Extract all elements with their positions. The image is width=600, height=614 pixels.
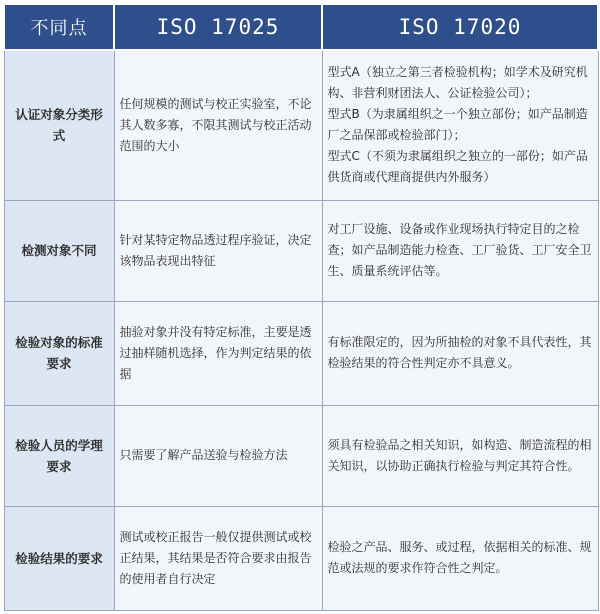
row-label-standard-requirement: 检验对象的标准要求 (4, 301, 114, 405)
iso17020-result-requirement: 检验之产品、服务、或过程，依据相关的标准、规范或法规的要求作符合性之判定。 (322, 506, 598, 610)
iso17025-certification-type: 任何规模的测试与校正实验室，不论其人数多寡，不限其测试与校正活动范围的大小 (114, 50, 322, 200)
table-row (4, 200, 598, 301)
type-a-text: 型式A（独立之第三者检验机构；如学术及研究机构、非营利财团法人、公证检验公司）； (327, 65, 588, 101)
table-row (4, 50, 598, 200)
iso17025-detection-object: 针对某特定物品透过程序验证，决定该物品表现出特征 (114, 200, 322, 301)
comparison-table (3, 3, 599, 611)
header-row (4, 4, 598, 50)
iso17025-result-requirement: 测试或校正报告一般仅提供测试或校正结果，其结果是否符合要求由报告的使用者自行决定 (114, 506, 322, 610)
row-label-detection-object: 检测对象不同 (4, 200, 114, 301)
type-b-text: 型式B（为隶属组织之一个独立部份；如产品制造厂之品保部或检验部门）； (327, 107, 588, 143)
iso17020-standard-requirement: 有标准限定的，因为所抽检的对象不具代表性，其检验结果的符合性判定亦不具意义。 (322, 301, 598, 405)
iso17020-certification-type (322, 50, 598, 200)
table-row (4, 506, 598, 610)
header-difference: 不同点 (4, 4, 114, 50)
header-iso-17020: ISO 17020 (322, 4, 598, 50)
type-c-text: 型式C（不须为隶属组织之独立的一部份；如产品供货商或代理商提供内外服务） (327, 149, 588, 185)
iso17025-personnel-requirement: 只需要了解产品送验与检验方法 (114, 405, 322, 506)
table-row (4, 405, 598, 506)
row-label-result-requirement: 检验结果的要求 (4, 506, 114, 610)
table-row (4, 301, 598, 405)
row-label-personnel-requirement: 检验人员的学理要求 (4, 405, 114, 506)
iso17020-personnel-requirement: 须具有检验品之相关知识，如构造、制造流程的相关知识，以协助正确执行检验与判定其符合性。 (322, 405, 598, 506)
row-label-certification-type: 认证对象分类形式 (4, 50, 114, 200)
iso17020-detection-object: 对工厂设施、设备或作业现场执行特定目的之检查；如产品制造能力检查、工厂验货、工厂安全卫生、质量系统评估等。 (322, 200, 598, 301)
header-iso-17025: ISO 17025 (114, 4, 322, 50)
iso17025-standard-requirement: 抽验对象并没有特定标准，主要是透过抽样随机选择，作为判定结果的依据 (114, 301, 322, 405)
